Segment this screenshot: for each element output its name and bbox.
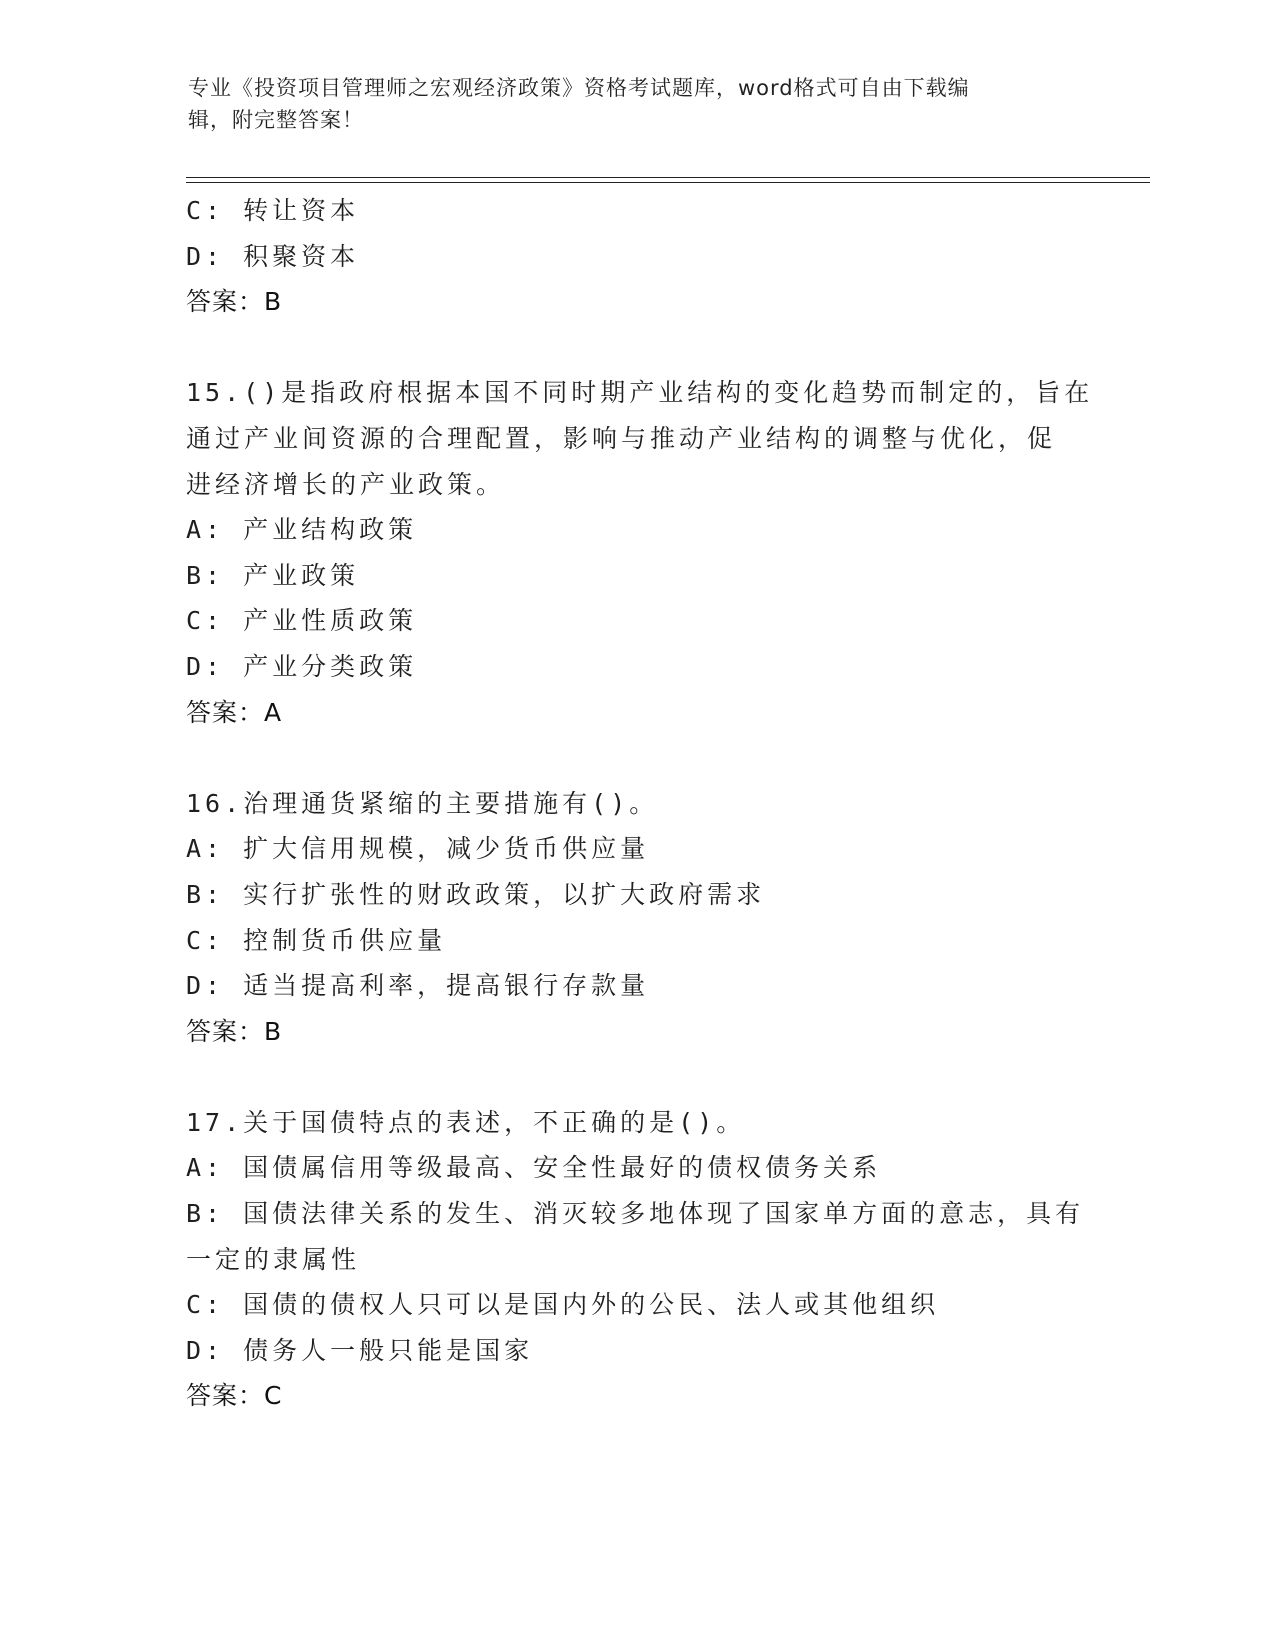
- option-d: D: 债务人一般只能是国家: [186, 1335, 534, 1365]
- option-c: C: 控制货币供应量: [186, 925, 447, 955]
- question-list: [186, 188, 1094, 1419]
- option-a: A: 国债属信用等级最高、安全性最好的债权债务关系: [186, 1153, 882, 1183]
- header-line-1: 专业《投资项目管理师之宏观经济政策》资格考试题库，word格式可自由下载编: [188, 76, 970, 100]
- question-stem-line: 17.关于国债特点的表述，不正确的是()。: [186, 1107, 746, 1137]
- header-line-2: 辑，附完整答案！: [188, 108, 364, 132]
- question-stem-line: 16.治理通货紧缩的主要措施有()。: [186, 788, 659, 818]
- option-c: C: 转让资本: [186, 196, 360, 225]
- spacer: [186, 325, 1086, 371]
- option-d: D: 积聚资本: [186, 241, 360, 271]
- question-stem-line: 通过产业间资源的合理配置，影响与推动产业结构的调整与优化，促: [186, 423, 1057, 453]
- answer-line: 答案：C: [186, 1381, 283, 1411]
- spacer: [186, 1054, 1086, 1100]
- document-header: [188, 72, 1068, 136]
- spacer: [186, 735, 1086, 781]
- option-d: D: 适当提高利率，提高银行存款量: [186, 971, 650, 1001]
- option-b: B: 实行扩张性的财政政策，以扩大政府需求: [186, 879, 766, 909]
- option-a: A: 扩大信用规模，减少货币供应量: [186, 834, 650, 864]
- answer-line: 答案：A: [186, 697, 283, 727]
- answer-line: 答案：B: [186, 287, 283, 317]
- header-rule-bottom: [186, 182, 1150, 183]
- question-block-prev: [186, 188, 1086, 325]
- question-block-15: [186, 370, 1094, 735]
- question-block-16: [186, 781, 1086, 1055]
- option-c: C: 产业性质政策: [186, 606, 418, 636]
- option-a: A: 产业结构政策: [186, 515, 418, 545]
- option-b: B: 国债法律关系的发生、消灭较多地体现了国家单方面的意志，具有: [186, 1199, 1085, 1229]
- question-stem-line: 进经济增长的产业政策。: [186, 469, 506, 499]
- option-d: D: 产业分类政策: [186, 651, 418, 681]
- answer-line: 答案：B: [186, 1016, 283, 1046]
- option-b: B: 产业政策: [186, 560, 360, 590]
- question-block-17: [186, 1100, 1086, 1419]
- option-c: C: 国债的债权人只可以是国内外的公民、法人或其他组织: [186, 1290, 940, 1320]
- header-rule-top: [186, 177, 1150, 178]
- question-stem-line: 15.()是指政府根据本国不同时期产业结构的变化趋势而制定的，旨在: [186, 378, 1094, 408]
- option-b-continued: 一定的隶属性: [186, 1244, 361, 1274]
